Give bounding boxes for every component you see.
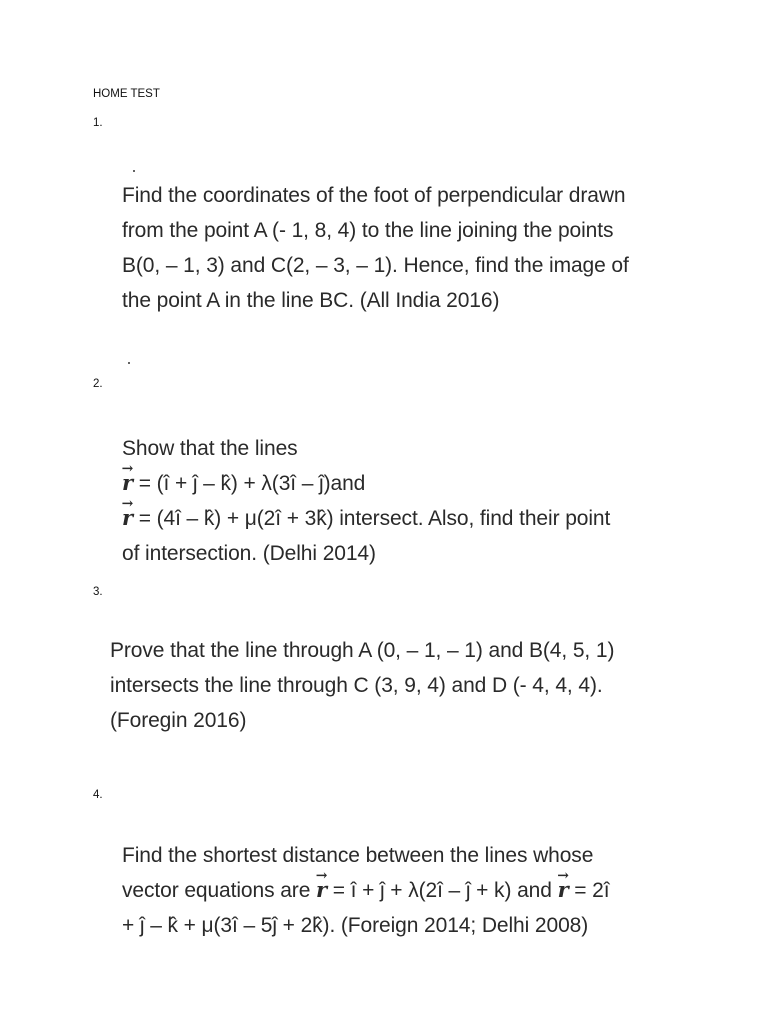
question-4-prefix: vector equations are [122, 879, 317, 902]
question-number-3: 3. [93, 586, 103, 598]
question-number-4: 4. [93, 789, 103, 801]
question-4-line-2 [122, 873, 682, 908]
bullet-dot [128, 362, 130, 364]
question-2-line-1: Show that the lines [122, 437, 298, 460]
question-4-text [122, 838, 682, 943]
question-2-equation-2: = (4î – k̂) + μ(2î + 3k̂) intersect. Also, find their point [132, 507, 611, 530]
question-2-line-4: of intersection. (Delhi 2014) [122, 542, 376, 565]
bullet-dot [133, 170, 135, 172]
vector-r-symbol: → r [122, 503, 133, 528]
question-2-text [122, 431, 682, 571]
question-2-equation-1: = (î + ĵ – k̂) + λ(3î – ĵ)and [132, 472, 366, 495]
vector-r-symbol: → r [316, 875, 327, 900]
question-1-text: Find the coordinates of the foot of perpendicular drawn from the point A (- 1, 8, 4) to the line joining the points B(0, – 1, 3) and C(2, – 3, – 1). Hence, find the image of the point A in the line BC. (All India 2016) [122, 184, 629, 312]
vector-r-symbol: → r [122, 468, 133, 493]
question-4-line-3: + ĵ – k̂ + μ(3î – 5ĵ + 2k̂). (Foreign 2014; Delhi 2008) [122, 914, 589, 937]
question-2-line-2 [122, 466, 682, 501]
question-number-2: 2. [93, 378, 103, 390]
question-2-line-3 [122, 501, 682, 536]
page-title: HOME TEST [93, 88, 160, 100]
question-4-line-1: Find the shortest distance between the lines whose [122, 844, 594, 867]
question-number-1: 1. [93, 117, 103, 129]
question-4-equation-1: = î + ĵ + λ(2î – ĵ + k) and [327, 879, 558, 902]
vector-r-symbol: → r [558, 875, 569, 900]
question-3-text: Prove that the line through A (0, – 1, – 1) and B(4, 5, 1) intersects the line through C (3, 9, 4) and D (- 4, 4, 4). (Foregin 2016) [110, 639, 615, 732]
question-4-equation-2: = 2î [568, 879, 610, 902]
